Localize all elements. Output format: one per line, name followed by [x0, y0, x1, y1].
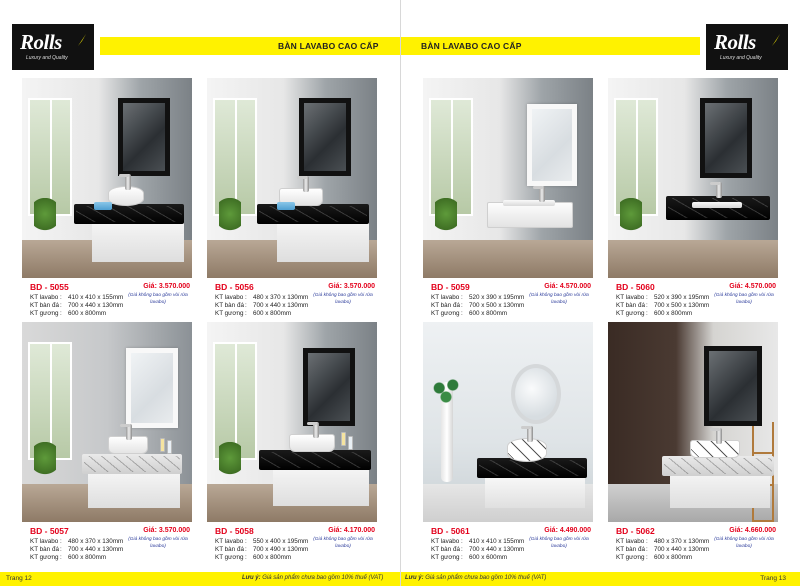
- product-code: BD - 5056: [215, 282, 254, 292]
- plant-image: [219, 198, 241, 238]
- product-card-bd-5056[interactable]: [207, 78, 377, 326]
- spec-ban-da: KT bàn đá: 700 x 440 x 130mm: [30, 546, 124, 553]
- mirror-image: [299, 98, 351, 176]
- mirror-image: [700, 98, 752, 178]
- basin-image: [503, 200, 555, 206]
- spec-ban-da: KT bàn đá: 700 x 500 x 130mm: [616, 302, 710, 309]
- footer-note: Lưu ý: Giá sản phẩm chưa bao gồm 10% thuế (VAT): [242, 575, 384, 581]
- spec-ban-da: KT bàn đá: 700 x 490 x 130mm: [215, 546, 309, 553]
- spec-ban-da: KT bàn đá: 700 x 500 x 130mm: [431, 302, 525, 309]
- page-number: Trang 13: [760, 575, 786, 582]
- product-code: BD - 5055: [30, 282, 69, 292]
- mirror-image: [126, 348, 178, 428]
- spec-guong: KT gương: 600 x 800mm: [215, 554, 292, 561]
- brand-tagline: Luxury and Quality: [720, 55, 762, 61]
- spec-lavabo: KT lavabo : 410 x 410 x 155mm: [30, 294, 124, 301]
- spec-ban-da: KT bàn đá: 700 x 440 x 130mm: [30, 302, 124, 309]
- spec-guong: KT gương: 600 x 800mm: [30, 554, 107, 561]
- product-photo: [207, 78, 377, 278]
- brand-tagline: Luxury and Quality: [26, 55, 68, 61]
- spec-lavabo: KT lavabo : 410 x 410 x 155mm: [431, 538, 525, 545]
- price-note: (Giá không bao gồm vòi rửa lavabo): [128, 537, 188, 549]
- spec-guong: KT gương: 600 x 800mm: [616, 554, 693, 561]
- product-price: Giá: 3.570.000: [328, 283, 375, 290]
- basin-image: [289, 434, 335, 452]
- product-code: BD - 5060: [616, 282, 655, 292]
- mirror-image: [511, 364, 561, 424]
- brand-name: Rolls: [20, 30, 62, 54]
- rolls-logo: [12, 24, 94, 70]
- mirror-image: [704, 346, 762, 426]
- page-footer: [401, 572, 800, 586]
- product-photo: [423, 322, 593, 522]
- spec-ban-da: KT bàn đá: 700 x 440 x 130mm: [215, 302, 309, 309]
- spec-lavabo: KT lavabo : 480 x 370 x 130mm: [30, 538, 124, 545]
- product-price: Giá: 4.490.000: [544, 527, 591, 534]
- plant-image: [620, 198, 642, 238]
- header-banner: [100, 37, 400, 55]
- price-note: (Giá không bao gồm vòi rửa lavabo): [313, 537, 373, 549]
- product-price: Giá: 4.570.000: [729, 283, 776, 290]
- product-card-bd-5060[interactable]: [608, 78, 778, 326]
- spec-guong: KT gương: 600 x 600mm: [431, 554, 508, 561]
- header-banner: [401, 37, 700, 55]
- product-price: Giá: 4.570.000: [544, 283, 591, 290]
- marble-counter: [74, 204, 184, 224]
- product-photo: [22, 78, 192, 278]
- logo-swoosh-icon: [771, 33, 781, 47]
- mirror-image: [118, 98, 170, 176]
- spec-ban-da: KT bàn đá: 700 x 440 x 130mm: [431, 546, 525, 553]
- product-photo: [608, 78, 778, 278]
- logo-swoosh-icon: [77, 33, 87, 47]
- spec-guong: KT gương: 600 x 800mm: [30, 310, 107, 317]
- spec-lavabo: KT lavabo : 520 x 390 x 195mm: [431, 294, 525, 301]
- price-note: (Giá không bao gồm vòi rửa lavabo): [529, 293, 589, 305]
- product-code: BD - 5061: [431, 526, 470, 536]
- price-note: (Giá không bao gồm vòi rửa lavabo): [714, 537, 774, 549]
- rolls-logo: [706, 24, 788, 70]
- product-card-bd-5055[interactable]: [22, 78, 192, 326]
- flowers-image: [429, 376, 463, 406]
- price-note: (Giá không bao gồm vòi rửa lavabo): [128, 293, 188, 305]
- spec-lavabo: KT lavabo : 480 x 370 x 130mm: [616, 538, 710, 545]
- footer-note: Lưu ý: Giá sản phẩm chưa bao gồm 10% thuế (VAT): [405, 575, 547, 581]
- price-note: (Giá không bao gồm vòi rửa lavabo): [714, 293, 774, 305]
- marble-counter: [257, 204, 369, 224]
- spec-guong: KT gương: 600 x 800mm: [431, 310, 508, 317]
- product-price: Giá: 3.570.000: [143, 527, 190, 534]
- product-code: BD - 5059: [431, 282, 470, 292]
- page-number: Trang 12: [6, 575, 32, 582]
- section-title: BÀN LAVABO CAO CẤP: [421, 41, 522, 51]
- product-card-bd-5061[interactable]: [423, 322, 593, 570]
- product-card-bd-5062[interactable]: [608, 322, 778, 570]
- mirror-image: [527, 104, 577, 186]
- product-price: Giá: 3.570.000: [143, 283, 190, 290]
- product-price: Giá: 4.170.000: [328, 527, 375, 534]
- price-note: (Giá không bao gồm vòi rửa lavabo): [529, 537, 589, 549]
- product-price: Giá: 4.660.000: [729, 527, 776, 534]
- catalog-page-right: [400, 0, 800, 586]
- product-photo: [22, 322, 192, 522]
- product-photo: [207, 322, 377, 522]
- product-card-bd-5058[interactable]: [207, 322, 377, 570]
- spec-ban-da: KT bàn đá: 700 x 440 x 130mm: [616, 546, 710, 553]
- plant-image: [34, 442, 56, 482]
- page-footer: [0, 572, 400, 586]
- basin-image: [690, 440, 740, 458]
- spec-lavabo: KT lavabo : 480 x 370 x 130mm: [215, 294, 309, 301]
- mirror-image: [303, 348, 355, 426]
- product-code: BD - 5062: [616, 526, 655, 536]
- spec-lavabo: KT lavabo : 550 x 400 x 195mm: [215, 538, 309, 545]
- product-code: BD - 5058: [215, 526, 254, 536]
- basin-image: [692, 202, 742, 208]
- plant-image: [34, 198, 56, 238]
- marble-counter: [662, 456, 774, 476]
- product-photo: [423, 78, 593, 278]
- marble-counter: [666, 196, 770, 220]
- product-card-bd-5059[interactable]: [423, 78, 593, 326]
- brand-name: Rolls: [714, 30, 756, 54]
- product-photo: [608, 322, 778, 522]
- section-title: BÀN LAVABO CAO CẤP: [278, 41, 379, 51]
- price-note: (Giá không bao gồm vòi rửa lavabo): [313, 293, 373, 305]
- product-card-bd-5057[interactable]: [22, 322, 192, 570]
- spec-guong: KT gương: 600 x 800mm: [215, 310, 292, 317]
- marble-counter: [82, 454, 182, 474]
- spec-guong: KT gương: 600 x 800mm: [616, 310, 693, 317]
- spec-lavabo: KT lavabo : 520 x 390 x 195mm: [616, 294, 710, 301]
- product-code: BD - 5057: [30, 526, 69, 536]
- plant-image: [435, 198, 457, 238]
- marble-counter: [259, 450, 371, 470]
- plant-image: [219, 442, 241, 482]
